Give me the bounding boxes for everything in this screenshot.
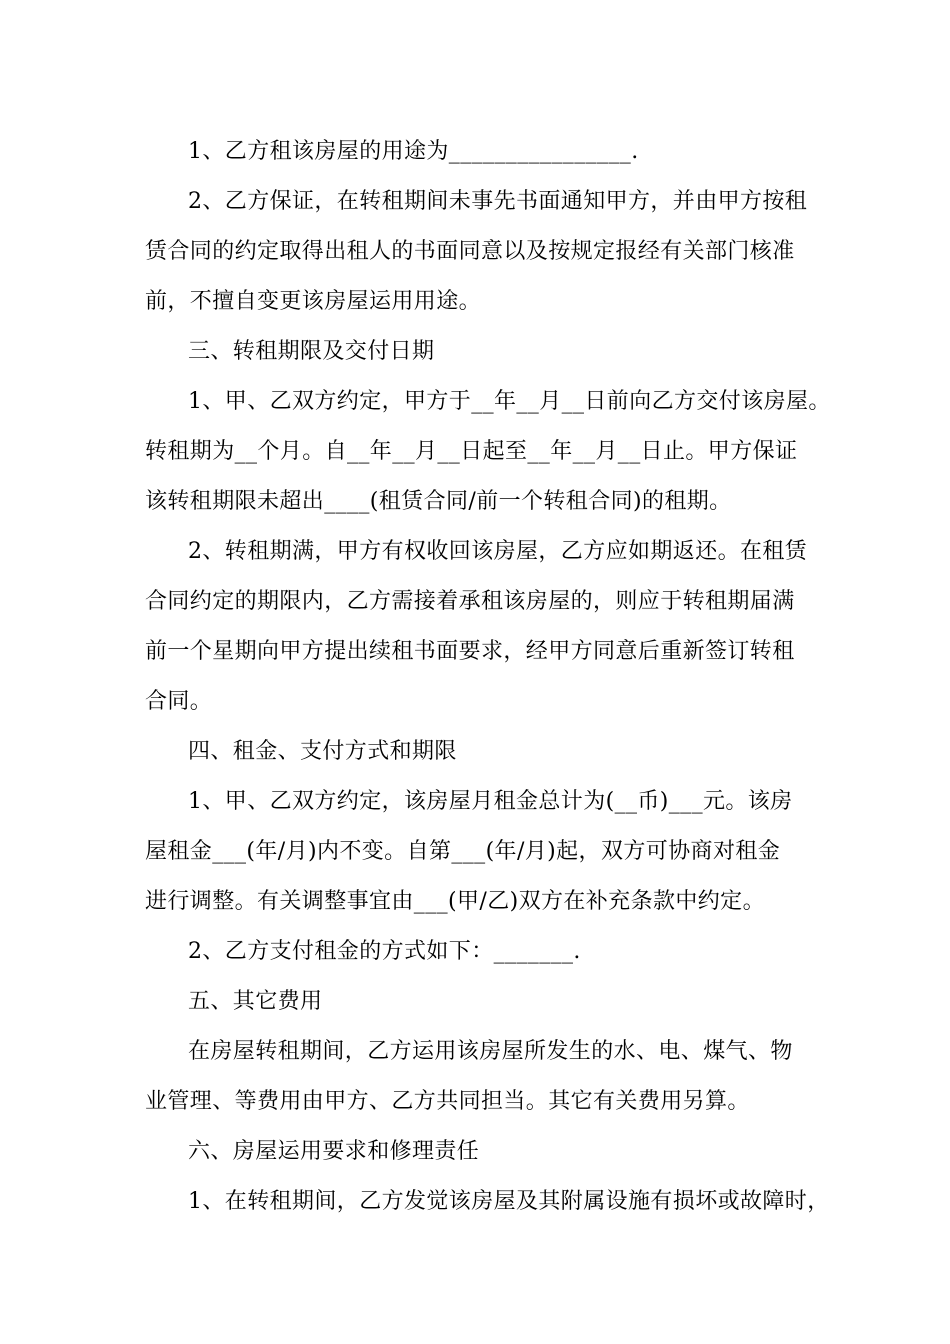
clause-usage-guarantee-line-3: 前，不擅自变更该房屋运用用途。 — [145, 289, 482, 314]
clause-other-fees-line-2: 业管理、等费用由甲方、乙方共同担当。其它有关费用另算。 — [145, 1089, 750, 1114]
clause-repair-line-1: 1、在转租期间，乙方发觉该房屋及其附属设施有损坏或故障时， — [188, 1189, 830, 1214]
clause-term-expiry-line-4: 合同。 — [145, 689, 213, 714]
clause-term-expiry-line-2: 合同约定的期限内，乙方需接着承租该房屋的，则应于转租期届满 — [145, 589, 795, 614]
clause-usage-purpose: 1、乙方租该房屋的用途为________________. — [188, 139, 639, 164]
clause-other-fees-line-1: 在房屋转租期间，乙方运用该房屋所发生的水、电、煤气、物 — [188, 1039, 793, 1064]
clause-delivery-date-line-2: 转租期为__个月。自__年__月__日起至__年__月__日止。甲方保证 — [145, 439, 798, 464]
clause-payment-method: 2、乙方支付租金的方式如下：_______. — [188, 939, 581, 964]
section-heading-other-fees: 五、其它费用 — [188, 989, 323, 1014]
clause-term-expiry-line-3: 前一个星期向甲方提出续租书面要求，经甲方同意后重新签订转租 — [145, 639, 795, 664]
section-heading-term-delivery: 三、转租期限及交付日期 — [188, 339, 435, 364]
clause-term-expiry-line-1: 2、转租期满，甲方有权收回该房屋，乙方应如期返还。在租赁 — [188, 539, 808, 564]
clause-usage-guarantee-line-1: 2、乙方保证，在转租期间未事先书面通知甲方，并由甲方按租 — [188, 189, 808, 214]
section-heading-rent-payment: 四、租金、支付方式和期限 — [188, 739, 457, 764]
clause-rent-amount-line-1: 1、甲、乙双方约定，该房屋月租金总计为(__币)___元。该房 — [188, 789, 793, 814]
clause-delivery-date-line-3: 该转租期限未超出____(租赁合同/前一个转租合同)的租期。 — [145, 489, 732, 514]
section-heading-use-repair: 六、房屋运用要求和修理责任 — [188, 1139, 480, 1164]
clause-rent-amount-line-3: 进行调整。有关调整事宜由___(甲/乙)双方在补充条款中约定。 — [145, 889, 765, 914]
clause-usage-guarantee-line-2: 赁合同的约定取得出租人的书面同意以及按规定报经有关部门核准 — [145, 239, 795, 264]
clause-rent-amount-line-2: 屋租金___(年/月)内不变。自第___(年/月)起，双方可协商对租金 — [145, 839, 781, 864]
clause-delivery-date-line-1: 1、甲、乙双方约定，甲方于__年__月__日前向乙方交付该房屋。 — [188, 389, 831, 414]
